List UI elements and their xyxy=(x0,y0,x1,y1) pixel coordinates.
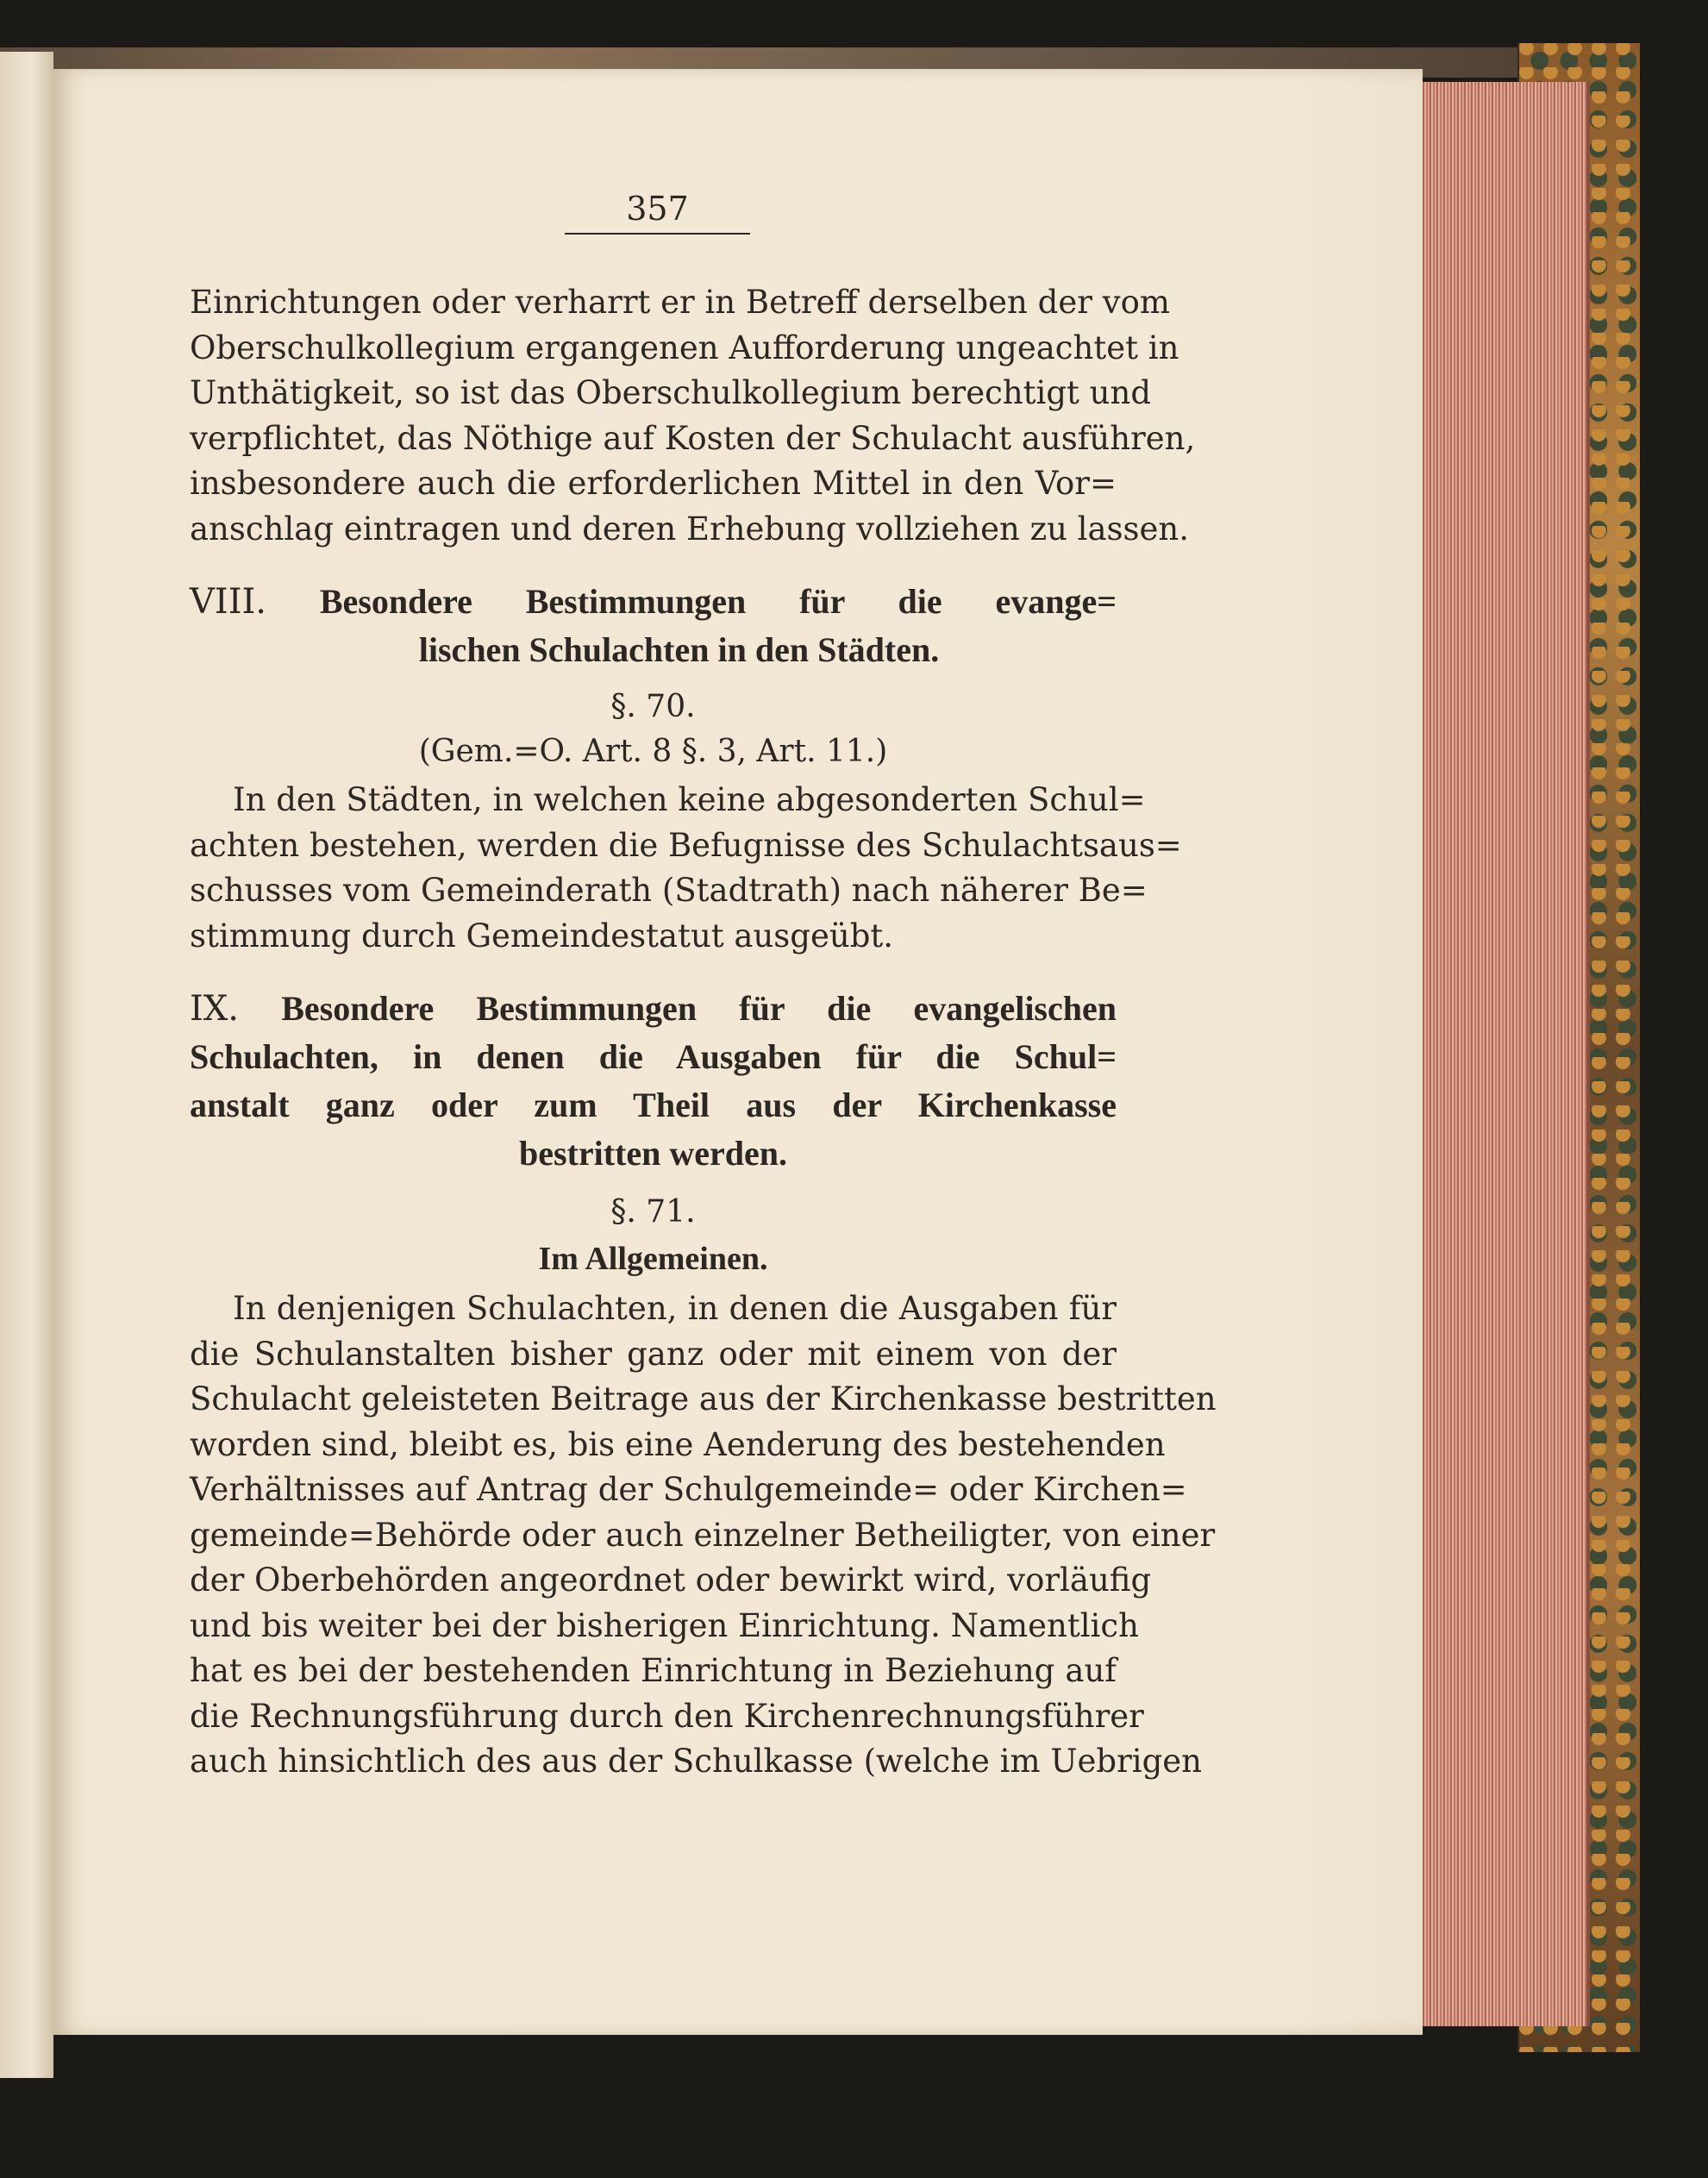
text-line: die Rechnungsführung durch den Kirchenrechnungsführer xyxy=(190,1697,1144,1735)
text-line: schusses vom Gemeinderath (Stadtrath) nach näherer Be= xyxy=(190,872,1148,909)
intro-paragraph xyxy=(190,280,1196,552)
page-edges xyxy=(1414,82,1590,2026)
subheading: Im Allgemeinen. xyxy=(538,1241,768,1277)
heading-text: Besondere Bestimmungen für die evange= xyxy=(319,582,1117,621)
page-number: 357 xyxy=(565,190,750,235)
heading-text: Besondere Bestimmungen für die evangelischen xyxy=(281,989,1117,1028)
section-number: VIII. xyxy=(190,582,267,622)
legal-reference: (Gem.=O. Art. 8 §. 3, Art. 11.) xyxy=(418,734,888,769)
paragraph-sign: §. 70. xyxy=(610,689,696,724)
section-ix-heading xyxy=(190,985,1117,1178)
text-line: Einrichtungen oder verharrt er in Betreff derselben der vom xyxy=(190,284,1170,321)
text-line: Verhältnisses auf Antrag der Schulgemeinde= oder Kirchen= xyxy=(190,1471,1187,1508)
text-line: Oberschulkollegium ergangenen Aufforderung ungeachtet in xyxy=(190,329,1179,366)
text-line: und bis weiter bei der bisherigen Einrichtung. Namentlich xyxy=(190,1606,1139,1644)
text-line: Schulacht geleisteten Beitrage aus der Kirchenkasse bestritten xyxy=(190,1380,1217,1418)
text-line: gemeinde=Behörde oder auch einzelner Betheiligter, von einer xyxy=(190,1516,1216,1554)
page-text xyxy=(190,280,1217,1785)
heading-line: Schulachten, in denen die Ausgaben für die Schul= xyxy=(190,1037,1117,1076)
section-number: IX. xyxy=(190,989,239,1029)
paragraph-sign: §. 71. xyxy=(610,1194,696,1230)
text-line: In denjenigen Schulachten, in denen die Ausgaben für xyxy=(233,1290,1117,1327)
section-viii-heading xyxy=(190,578,1117,674)
left-page-margin xyxy=(0,52,53,2078)
text-line: verpflichtet, das Nöthige auf Kosten der Schulacht ausführen, xyxy=(190,419,1196,457)
heading-line xyxy=(190,985,1117,1033)
text-line: die Schulanstalten bisher ganz oder mit einem von der xyxy=(190,1335,1117,1373)
text-line: der Oberbehörden angeordnet oder bewirkt wird, vorläufig xyxy=(190,1562,1152,1599)
heading-line xyxy=(190,578,1117,626)
section-ix-body xyxy=(190,1286,1217,1785)
text-line: anschlag eintragen und deren Erhebung vollziehen zu lassen. xyxy=(190,510,1190,548)
text-line: auch hinsichtlich des aus der Schulkasse (welche im Uebrigen xyxy=(190,1743,1203,1780)
text-line: In den Städten, in welchen keine abgesonderten Schul= xyxy=(233,781,1146,818)
text-line: insbesondere auch die erforderlichen Mittel in den Vor= xyxy=(190,465,1117,502)
text-line: achten bestehen, werden die Befugnisse des Schulachtsaus= xyxy=(190,826,1182,864)
text-line: hat es bei der bestehenden Einrichtung in Beziehung auf xyxy=(190,1652,1117,1689)
heading-line: lischen Schulachten in den Städten. xyxy=(418,630,940,669)
heading-line: anstalt ganz oder zum Theil aus der Kirchenkasse xyxy=(190,1086,1117,1124)
section-viii-body xyxy=(190,778,1182,959)
text-line: Unthätigkeit, so ist das Oberschulkollegium berechtigt und xyxy=(190,374,1152,411)
heading-line: bestritten werden. xyxy=(518,1134,788,1173)
text-line: stimmung durch Gemeindestatut ausgeübt. xyxy=(190,917,894,954)
text-line: worden sind, bleibt es, bis eine Aenderung des bestehenden xyxy=(190,1425,1166,1463)
